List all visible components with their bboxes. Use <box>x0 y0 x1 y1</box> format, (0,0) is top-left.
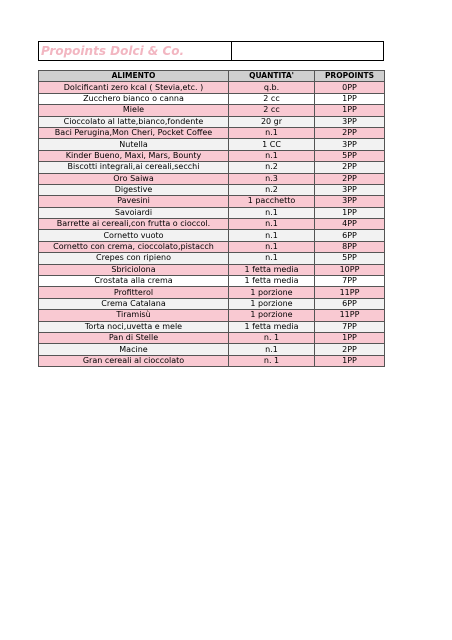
cell-propoints: 5PP <box>315 253 385 264</box>
cell-quantita: n. 1 <box>229 332 315 343</box>
cell-alimento: Macine <box>39 344 229 355</box>
cell-propoints: 1PP <box>315 355 385 366</box>
cell-propoints: 0PP <box>315 82 385 93</box>
table-row <box>39 82 385 93</box>
cell-propoints: 8PP <box>315 241 385 252</box>
cell-propoints: 3PP <box>315 116 385 127</box>
cell-alimento: Tiramisù <box>39 310 229 321</box>
cell-propoints: 1PP <box>315 207 385 218</box>
cell-quantita: 1 fetta media <box>229 321 315 332</box>
sheet-title: Propoints Dolci & Co. <box>39 42 232 60</box>
cell-propoints: 6PP <box>315 298 385 309</box>
cell-quantita: 20 gr <box>229 116 315 127</box>
table-row <box>39 162 385 173</box>
table-row <box>39 173 385 184</box>
cell-alimento: Pavesini <box>39 196 229 207</box>
cell-quantita: 1 porzione <box>229 287 315 298</box>
cell-quantita: n.1 <box>229 241 315 252</box>
cell-quantita: n.1 <box>229 150 315 161</box>
cell-propoints: 4PP <box>315 219 385 230</box>
title-box <box>38 41 384 61</box>
cell-propoints: 11PP <box>315 287 385 298</box>
cell-alimento: Profitterol <box>39 287 229 298</box>
cell-alimento: Baci Perugina,Mon Cheri, Pocket Coffee <box>39 127 229 138</box>
table-row <box>39 253 385 264</box>
cell-propoints: 7PP <box>315 276 385 287</box>
cell-propoints: 2PP <box>315 173 385 184</box>
cell-alimento: Cornetto con crema, cioccolato,pistacch <box>39 241 229 252</box>
header-alimento: ALIMENTO <box>39 71 229 82</box>
cell-alimento: Zucchero bianco o canna <box>39 93 229 104</box>
header-quantita: QUANTITA' <box>229 71 315 82</box>
cell-alimento: Miele <box>39 105 229 116</box>
cell-propoints: 2PP <box>315 127 385 138</box>
table-row <box>39 264 385 275</box>
cell-propoints: 5PP <box>315 150 385 161</box>
table-row <box>39 127 385 138</box>
table-row <box>39 93 385 104</box>
cell-quantita: 1 pacchetto <box>229 196 315 207</box>
cell-alimento: Cioccolato al latte,bianco,fondente <box>39 116 229 127</box>
table-row <box>39 196 385 207</box>
cell-quantita: n.1 <box>229 127 315 138</box>
cell-alimento: Gran cereali al cioccolato <box>39 355 229 366</box>
cell-quantita: 1 CC <box>229 139 315 150</box>
cell-propoints: 6PP <box>315 230 385 241</box>
table-row <box>39 332 385 343</box>
table-row <box>39 116 385 127</box>
cell-quantita: n.2 <box>229 184 315 195</box>
cell-propoints: 2PP <box>315 344 385 355</box>
cell-alimento: Crema Catalana <box>39 298 229 309</box>
cell-propoints: 7PP <box>315 321 385 332</box>
cell-alimento: Torta noci,uvetta e mele <box>39 321 229 332</box>
cell-quantita: 1 porzione <box>229 298 315 309</box>
cell-quantita: 1 fetta media <box>229 276 315 287</box>
cell-quantita: n.1 <box>229 344 315 355</box>
cell-quantita: 1 fetta media <box>229 264 315 275</box>
cell-alimento: Barrette ai cereali,con frutta o cioccol. <box>39 219 229 230</box>
cell-quantita: n.1 <box>229 253 315 264</box>
table-row <box>39 355 385 366</box>
cell-alimento: Nutella <box>39 139 229 150</box>
cell-quantita: 2 cc <box>229 93 315 104</box>
cell-quantita: 1 porzione <box>229 310 315 321</box>
cell-propoints: 1PP <box>315 93 385 104</box>
table-row <box>39 105 385 116</box>
cell-alimento: Digestive <box>39 184 229 195</box>
cell-alimento: Savoiardi <box>39 207 229 218</box>
cell-propoints: 3PP <box>315 184 385 195</box>
cell-alimento: Biscotti integrali,ai cereali,secchi <box>39 162 229 173</box>
cell-alimento: Kinder Bueno, Maxi, Mars, Bounty <box>39 150 229 161</box>
table-row <box>39 207 385 218</box>
table-row <box>39 150 385 161</box>
cell-propoints: 11PP <box>315 310 385 321</box>
cell-alimento: Crepes con ripieno <box>39 253 229 264</box>
table-row <box>39 139 385 150</box>
cell-propoints: 1PP <box>315 105 385 116</box>
table-row <box>39 310 385 321</box>
cell-quantita: n.1 <box>229 207 315 218</box>
cell-alimento: Sbriciolona <box>39 264 229 275</box>
table-row <box>39 230 385 241</box>
cell-propoints: 1PP <box>315 332 385 343</box>
cell-alimento: Pan di Stelle <box>39 332 229 343</box>
cell-propoints: 10PP <box>315 264 385 275</box>
table-body <box>39 82 385 367</box>
table-row <box>39 287 385 298</box>
table-row <box>39 276 385 287</box>
cell-alimento: Cornetto vuoto <box>39 230 229 241</box>
cell-quantita: n.3 <box>229 173 315 184</box>
cell-alimento: Dolcificanti zero kcal ( Stevia,etc. ) <box>39 82 229 93</box>
header-propoints: PROPOINTS <box>315 71 385 82</box>
cell-quantita: 2 cc <box>229 105 315 116</box>
cell-quantita: n.1 <box>229 219 315 230</box>
table-row <box>39 184 385 195</box>
table-row <box>39 321 385 332</box>
cell-alimento: Oro Saiwa <box>39 173 229 184</box>
table-row <box>39 298 385 309</box>
table-row <box>39 344 385 355</box>
cell-propoints: 3PP <box>315 139 385 150</box>
cell-quantita: n.2 <box>229 162 315 173</box>
title-empty-cell <box>232 42 383 60</box>
header-row <box>39 71 385 82</box>
cell-quantita: n.1 <box>229 230 315 241</box>
cell-propoints: 3PP <box>315 196 385 207</box>
cell-alimento: Crostata alla crema <box>39 276 229 287</box>
table-row <box>39 219 385 230</box>
table-row <box>39 241 385 252</box>
cell-quantita: q.b. <box>229 82 315 93</box>
propoints-table <box>38 70 385 367</box>
cell-quantita: n. 1 <box>229 355 315 366</box>
cell-propoints: 2PP <box>315 162 385 173</box>
